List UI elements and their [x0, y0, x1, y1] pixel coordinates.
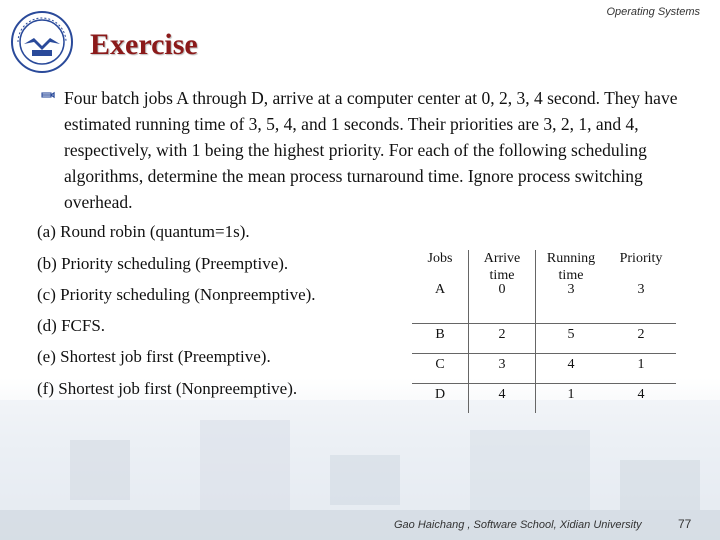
slide-title: Exercise — [90, 28, 198, 61]
cell-priority: 2 — [606, 324, 676, 354]
header-priority: Priority — [619, 251, 663, 266]
cell-job: D — [412, 384, 469, 414]
cell-priority: 3 — [637, 282, 645, 297]
pen-bullet-icon — [40, 87, 56, 103]
cell-running: 5 — [536, 324, 607, 354]
option-fcfs: (d) FCFS. — [37, 316, 106, 335]
cell-job: C — [412, 354, 469, 384]
cell-running: 1 — [536, 384, 607, 414]
cell-arrive: 2 — [469, 324, 536, 354]
cell-priority: 4 — [606, 384, 676, 414]
cell-job: B — [412, 324, 469, 354]
table-row — [412, 384, 676, 414]
option-sjf-nonpreemptive: (f) Shortest job first (Nonpreemptive). — [37, 379, 298, 398]
option-priority-preemptive: (b) Priority scheduling (Preemptive). — [37, 254, 289, 273]
jobs-table — [412, 250, 676, 413]
header-arrive-time: Arrive time — [469, 250, 536, 294]
question-paragraph — [40, 85, 690, 215]
table-row — [412, 324, 676, 354]
option-priority-nonpreemptive: (c) Priority scheduling (Nonpreemptive). — [37, 285, 316, 304]
footer-credit: Gao Haichang , Software School, Xidian University — [394, 519, 642, 531]
cell-arrive: 3 — [469, 354, 536, 384]
cell-priority: 1 — [606, 354, 676, 384]
header-jobs: Jobs — [427, 251, 453, 266]
table-row — [412, 354, 676, 384]
question-text: Four batch jobs A through D, arrive at a computer center at 0, 2, 3, 4 second. They have estimated running time of 3, 5, 4, and 1 seconds. Their priorities are 3, 2, 1, and 4, respectively, with 1 being the highest priority. For each of the following scheduling algorithms, determine the mean process turnaround time. Ignore process switching overhead. — [64, 88, 678, 212]
course-label: Operating Systems — [606, 6, 700, 18]
cell-running: 4 — [536, 354, 607, 384]
table-row — [412, 294, 676, 324]
cell-running: 3 — [536, 279, 607, 309]
option-sjf-preemptive: (e) Shortest job first (Preemptive). — [37, 347, 271, 366]
option-round-robin: (a) Round robin (quantum=1s). — [37, 222, 250, 241]
university-seal-icon — [10, 10, 74, 74]
cell-job: A — [434, 282, 446, 297]
cell-arrive: 4 — [469, 384, 536, 414]
page-number: 77 — [678, 517, 692, 531]
cell-arrive: 0 — [469, 279, 536, 309]
header-running-time: Running time — [536, 250, 607, 294]
